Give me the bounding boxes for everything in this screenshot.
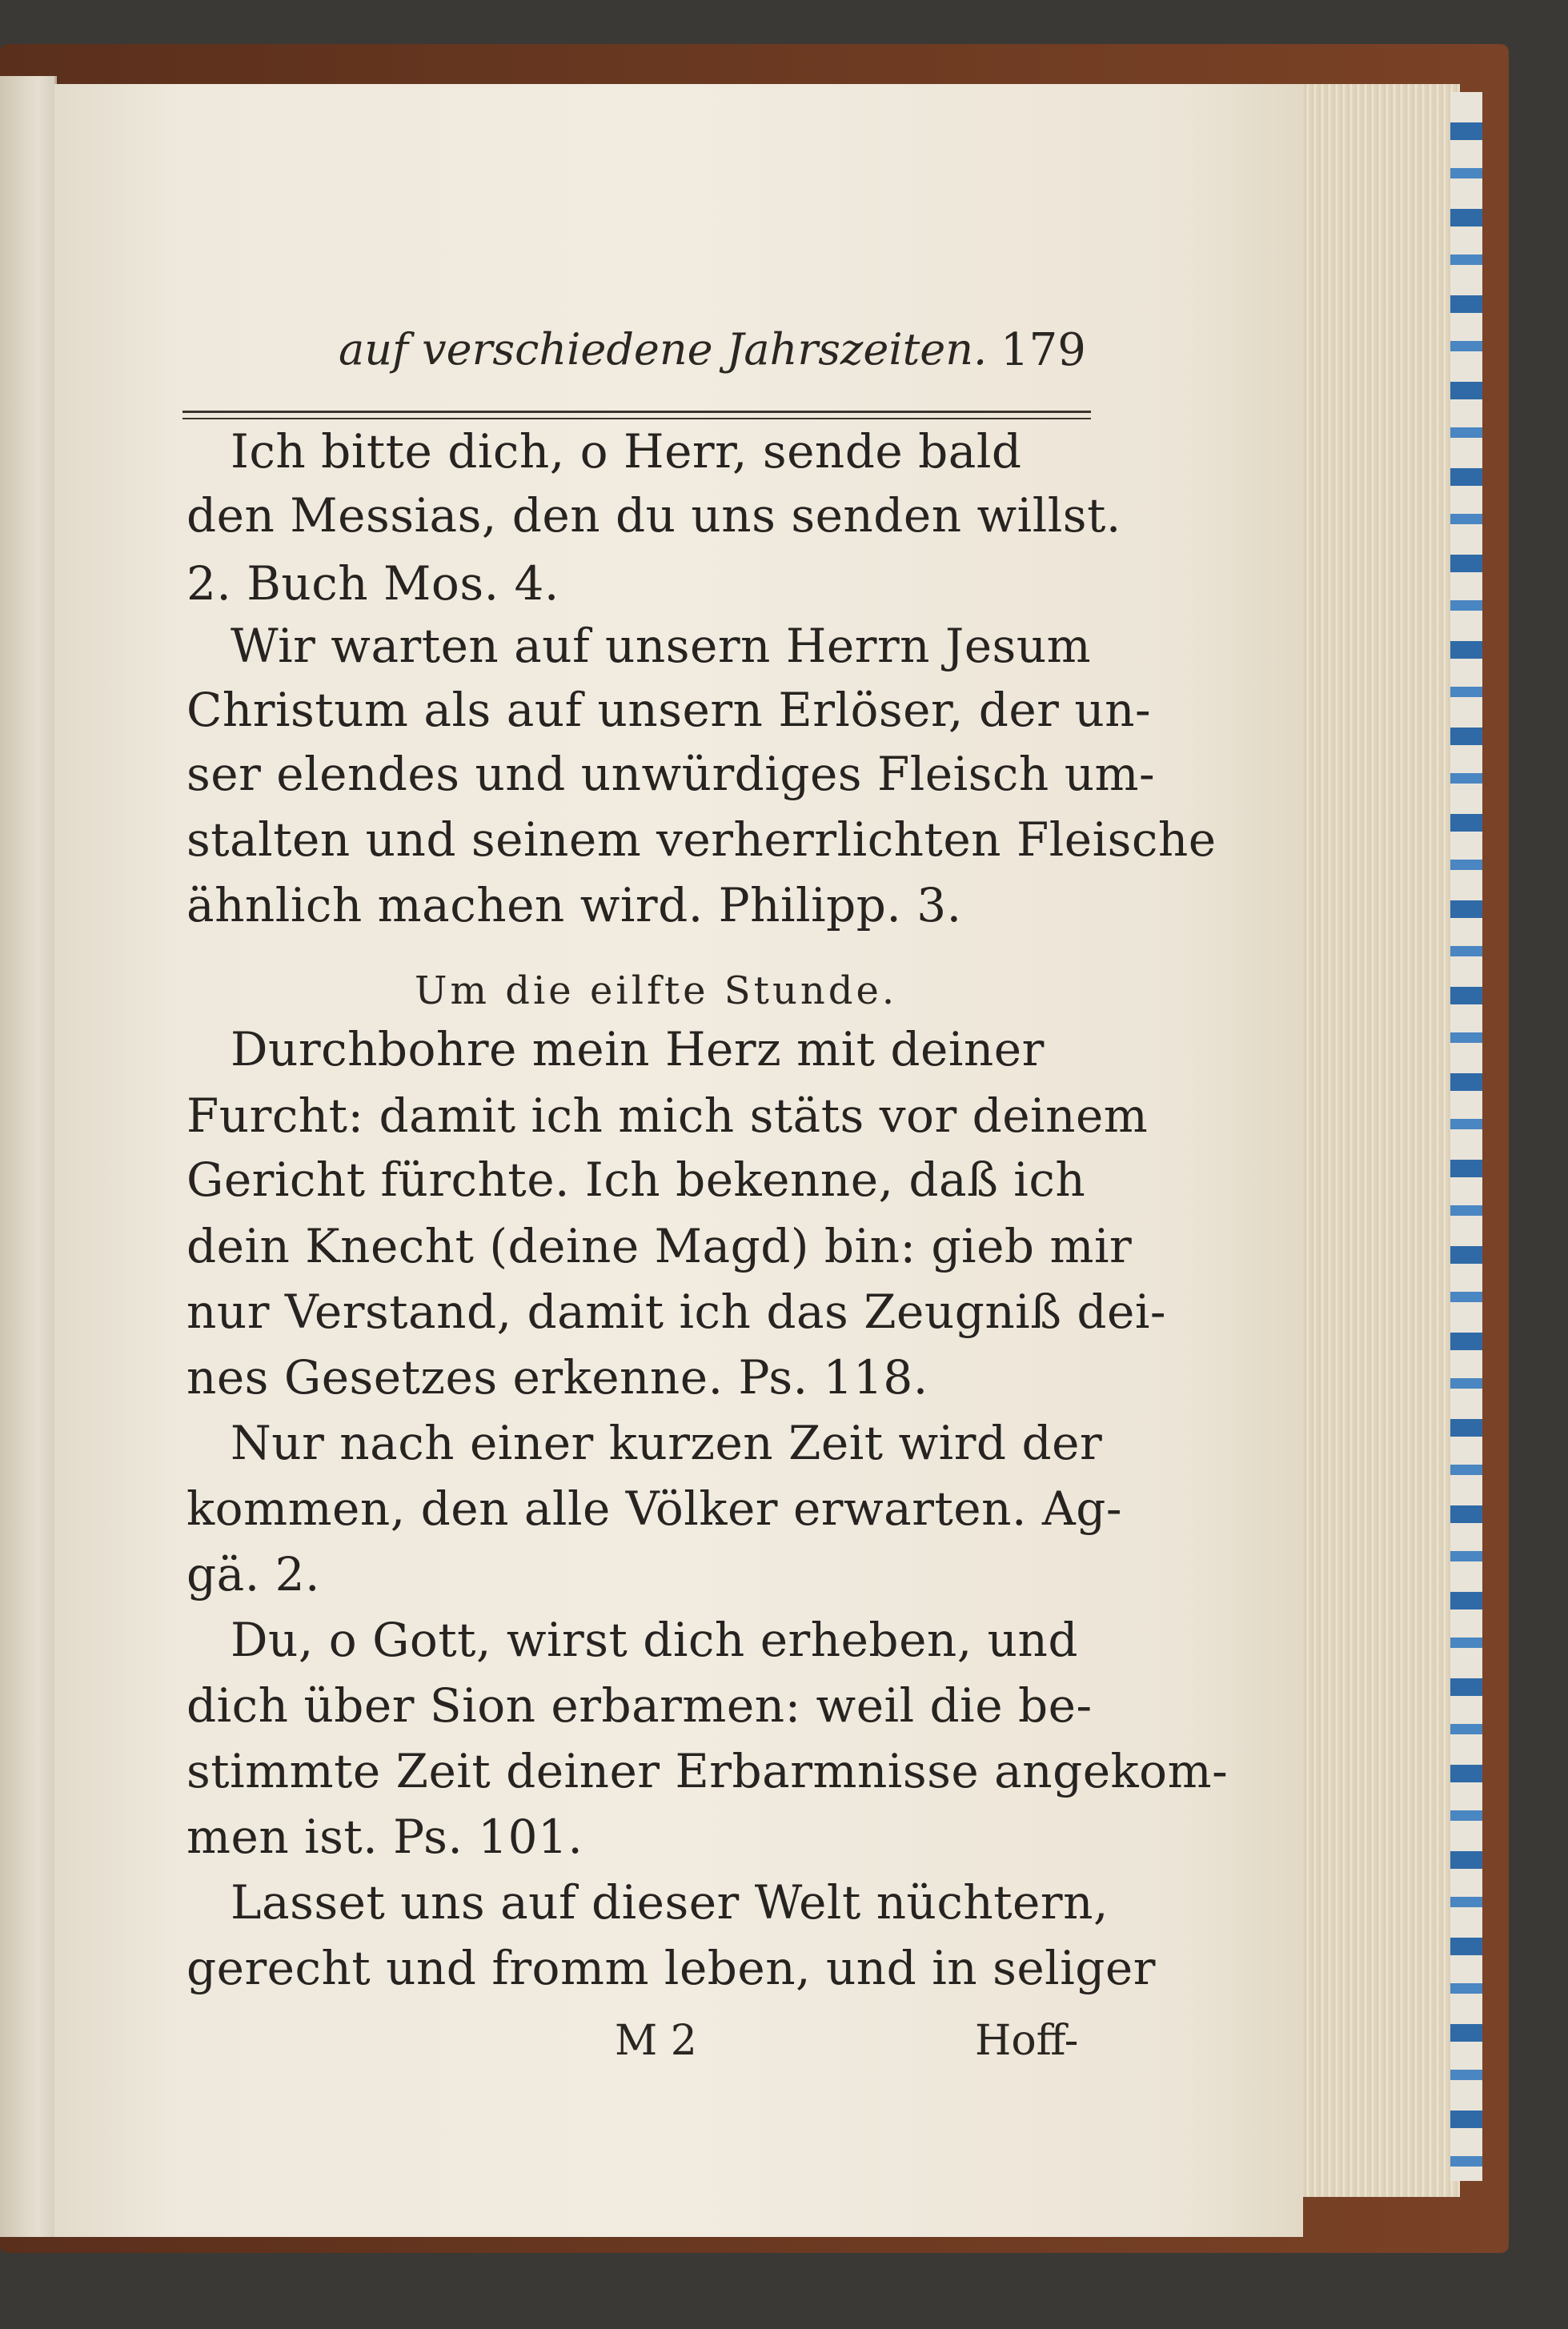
text-line: Durchbohre mein Herz mit deiner bbox=[231, 1022, 1045, 1076]
text-line: Lasset uns auf dieser Welt nüchtern, bbox=[231, 1875, 1109, 1930]
text-line: Christum als auf unsern Erlöser, der un- bbox=[186, 683, 1152, 737]
page-number: 179 bbox=[1001, 324, 1086, 376]
text-line: nes Gesetzes erkenne. Ps. 118. bbox=[186, 1350, 928, 1405]
text-line: men ist. Ps. 101. bbox=[186, 1810, 583, 1864]
running-header: auf verschiedene Jahrszeiten. bbox=[339, 324, 988, 375]
text-line: stalten und seinem verherrlichten Fleische bbox=[186, 812, 1217, 867]
text-line: Gericht fürchte. Ich bekenne, daß ich bbox=[186, 1152, 1086, 1207]
text-line: nur Verstand, damit ich das Zeugniß dei- bbox=[186, 1285, 1167, 1339]
text-line: 2. Buch Mos. 4. bbox=[186, 556, 559, 611]
text-line: ser elendes und unwürdiges Fleisch um- bbox=[186, 747, 1156, 801]
text-line: gä. 2. bbox=[186, 1547, 320, 1601]
text-line: kommen, den alle Völker erwarten. Ag- bbox=[186, 1481, 1122, 1536]
text-line: dich über Sion erbarmen: weil die be- bbox=[186, 1678, 1093, 1733]
text-line: den Messias, den du uns senden willst. bbox=[186, 488, 1121, 543]
header-rule bbox=[182, 411, 1091, 419]
text-line: ähnlich machen wird. Philipp. 3. bbox=[186, 878, 962, 932]
text-line: Du, o Gott, wirst dich erheben, und bbox=[231, 1613, 1078, 1667]
text-line: gerecht und fromm leben, und in seliger bbox=[186, 1941, 1156, 1995]
marbled-fore-edge bbox=[1450, 92, 1482, 2181]
signature-mark: M 2 bbox=[615, 2017, 697, 2065]
text-line: stimmte Zeit deiner Erbarmnisse angekom- bbox=[186, 1744, 1229, 1798]
book-page bbox=[54, 84, 1303, 2237]
text-line: Wir warten auf unsern Herrn Jesum bbox=[231, 619, 1092, 673]
text-line: Nur nach einer kurzen Zeit wird der bbox=[231, 1416, 1103, 1470]
text-line: dein Knecht (deine Magd) bin: gieb mir bbox=[186, 1219, 1133, 1273]
page-edges bbox=[1293, 84, 1460, 2197]
section-subheading: Um die eilfte Stunde. bbox=[415, 968, 898, 1013]
text-line: Furcht: damit ich mich stäts vor deinem bbox=[186, 1088, 1149, 1143]
text-line: Ich bitte dich, o Herr, sende bald bbox=[231, 424, 1022, 479]
left-page-edge bbox=[0, 76, 57, 2237]
catchword: Hoff- bbox=[975, 2017, 1079, 2065]
